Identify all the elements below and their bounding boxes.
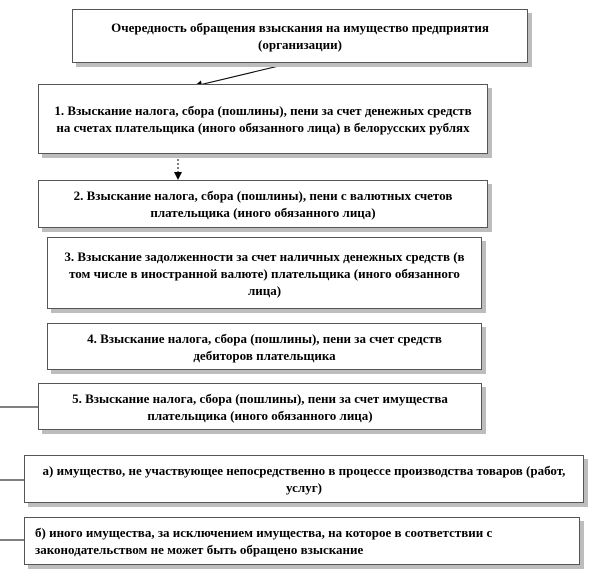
step-1-box bbox=[38, 84, 488, 154]
step-3-box bbox=[47, 237, 482, 309]
step-1-text: 1. Взыскание налога, сбора (пошлины), пени за счет денежных средств на счетах плательщика (иного обязанного лица) в белорусских рублях bbox=[54, 103, 472, 135]
step-4-box bbox=[47, 323, 482, 370]
arrow-title-to-step-1 bbox=[195, 65, 283, 86]
step-2-box bbox=[38, 180, 488, 228]
step-5-box bbox=[38, 383, 482, 430]
sub-item-a-text: а) имущество, не участвующее непосредственно в процессе производства товаров (работ, услуг) bbox=[42, 463, 566, 495]
sub-item-a-box bbox=[24, 455, 584, 503]
step-4-text: 4. Взыскание налога, сбора (пошлины), пени за счет средств дебиторов плательщика bbox=[87, 330, 442, 363]
sub-item-b-text: б) иного имущества, за исключением имущества, на которое в соответствии с законодательством не может быть обращено взыскание bbox=[35, 525, 493, 557]
title-box-text: Очередность обращения взыскания на имущество предприятия (организации) bbox=[111, 20, 489, 52]
title-box bbox=[72, 9, 528, 63]
step-2-text: 2. Взыскание налога, сбора (пошлины), пени с валютных счетов плательщика (иного обязанного лица) bbox=[73, 188, 453, 220]
sub-item-b-box bbox=[24, 517, 580, 565]
step-5-text: 5. Взыскание налога, сбора (пошлины), пени за счет имущества плательщика (иного обязанного лица) bbox=[72, 390, 448, 423]
step-3-text: 3. Взыскание задолженности за счет наличных денежных средств (в том числе в иностранной валюте) плательщика (иного обязанного лица) bbox=[64, 248, 465, 298]
